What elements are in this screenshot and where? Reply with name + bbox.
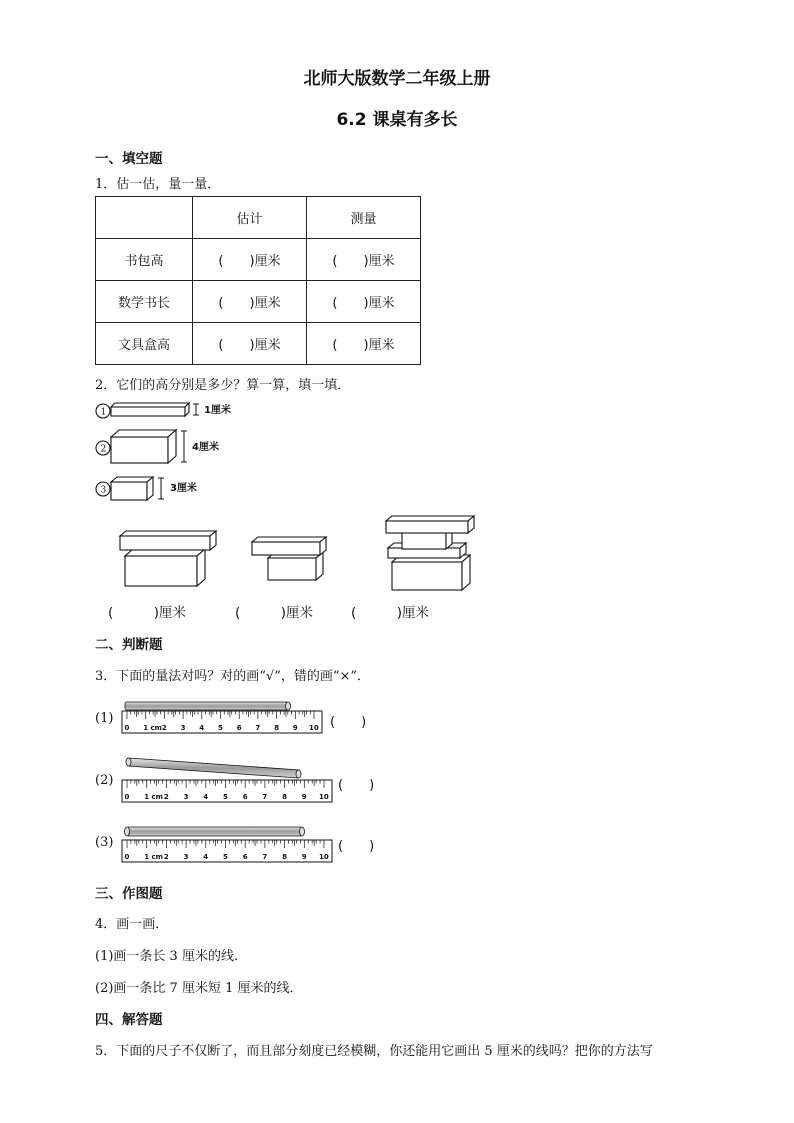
table-header-cell	[96, 197, 193, 239]
table-row	[96, 239, 421, 281]
ruler-number: 7	[262, 853, 268, 861]
question-5: 5．下面的尺子不仅断了，而且部分刻度已经模糊，你还能用它画出 5 厘米的线吗？把你的方法写	[95, 1044, 653, 1059]
ruler-item-label: (2)	[95, 773, 114, 788]
estimate-blank[interactable]: ( )厘米	[193, 239, 307, 281]
estimate-blank[interactable]: ( )厘米	[193, 323, 307, 365]
rod-2	[126, 758, 301, 778]
stack-1	[120, 531, 216, 586]
ruler-number: 4	[203, 793, 209, 801]
ruler-item-answer[interactable]: ( )	[338, 778, 375, 793]
ruler-number: 0	[124, 793, 130, 801]
row-label: 文具盒高	[96, 323, 193, 365]
stack-3	[386, 516, 474, 590]
ruler-item-label: (3)	[95, 835, 114, 850]
question-2: 2．它们的高分别是多少？算一算，填一填．	[95, 378, 351, 393]
ruler-number: 0	[124, 853, 130, 861]
ruler-number: 7	[255, 724, 261, 732]
table-header-cell: 测量	[307, 197, 421, 239]
ruler-number: 8	[282, 793, 287, 801]
ruler-number: 2	[163, 793, 169, 801]
question-4-part-1: (1)画一条长 3 厘米的线．	[95, 949, 247, 964]
block-1-number: 1	[100, 407, 107, 418]
ruler-number: 1 cm	[144, 793, 163, 801]
measure-blank[interactable]: ( )厘米	[307, 323, 421, 365]
stack-3-answer[interactable]: ( )厘米	[351, 605, 430, 621]
stack-1-answer[interactable]: ( )厘米	[108, 605, 187, 621]
ruler-item-answer[interactable]: ( )	[330, 715, 367, 730]
rod-3	[125, 827, 305, 836]
ruler-number: 2	[161, 724, 167, 732]
ruler-number: 5	[223, 853, 228, 861]
section-heading-fill: 一、填空题	[95, 151, 163, 167]
row-label: 数学书长	[96, 281, 193, 323]
rulers-figure	[118, 695, 338, 865]
ruler-item-label: (1)	[95, 711, 114, 726]
ruler-number: 6	[236, 724, 242, 732]
measure-blank[interactable]: ( )厘米	[307, 239, 421, 281]
row-label: 书包高	[96, 239, 193, 281]
question-4: 4．画一画．	[95, 917, 169, 932]
table-row	[96, 281, 421, 323]
ruler-number: 4	[203, 853, 209, 861]
question-1: 1．估一估，量一量．	[95, 177, 221, 192]
question-4-part-2: (2)画一条比 7 厘米短 1 厘米的线．	[95, 981, 303, 996]
ruler-number: 1 cm	[143, 724, 162, 732]
ruler-number: 2	[163, 853, 169, 861]
ruler-number: 5	[218, 724, 223, 732]
ruler-number: 3	[183, 793, 189, 801]
estimate-table	[95, 196, 421, 365]
ruler-number: 10	[319, 853, 329, 861]
ruler-number: 10	[319, 793, 329, 801]
ruler-number: 9	[301, 853, 307, 861]
ruler-number: 7	[262, 793, 268, 801]
ruler-number: 1 cm	[144, 853, 163, 861]
section-heading-solve: 四、解答题	[95, 1012, 163, 1028]
ruler-number: 0	[124, 724, 130, 732]
ruler-1	[122, 711, 322, 733]
section-heading-judge: 二、判断题	[95, 637, 163, 653]
table-row	[96, 323, 421, 365]
stack-2-answer[interactable]: ( )厘米	[235, 605, 314, 621]
block-2-number: 2	[100, 444, 107, 455]
page-title: 北师大版数学二年级上册	[303, 69, 491, 89]
stack-2	[252, 537, 326, 580]
ruler-3	[122, 840, 332, 862]
question-3: 3．下面的量法对吗？对的画“√”，错的画“×”．	[95, 669, 371, 684]
block-1-height-label: 1厘米	[204, 405, 231, 416]
measure-blank[interactable]: ( )厘米	[307, 281, 421, 323]
ruler-number: 5	[223, 793, 228, 801]
table-header-row	[96, 197, 421, 239]
ruler-number: 3	[180, 724, 186, 732]
ruler-number: 6	[242, 793, 248, 801]
ruler-number: 10	[309, 724, 319, 732]
block-2-height-label: 4厘米	[192, 442, 219, 453]
ruler-number: 6	[242, 853, 248, 861]
page-subtitle: 6.2 课桌有多长	[336, 110, 458, 130]
blocks-figure	[90, 398, 510, 603]
ruler-number: 4	[199, 724, 205, 732]
ruler-2	[122, 780, 332, 802]
ruler-number: 3	[183, 853, 189, 861]
table-header-cell: 估计	[193, 197, 307, 239]
ruler-item-answer[interactable]: ( )	[338, 839, 375, 854]
ruler-number: 8	[282, 853, 287, 861]
section-heading-draw: 三、作图题	[95, 886, 163, 902]
ruler-number: 9	[301, 793, 307, 801]
estimate-blank[interactable]: ( )厘米	[193, 281, 307, 323]
rod-1	[125, 702, 291, 710]
ruler-number: 9	[292, 724, 298, 732]
ruler-number: 8	[274, 724, 279, 732]
block-3-height-label: 3厘米	[170, 483, 197, 494]
block-3-number: 3	[100, 485, 107, 496]
